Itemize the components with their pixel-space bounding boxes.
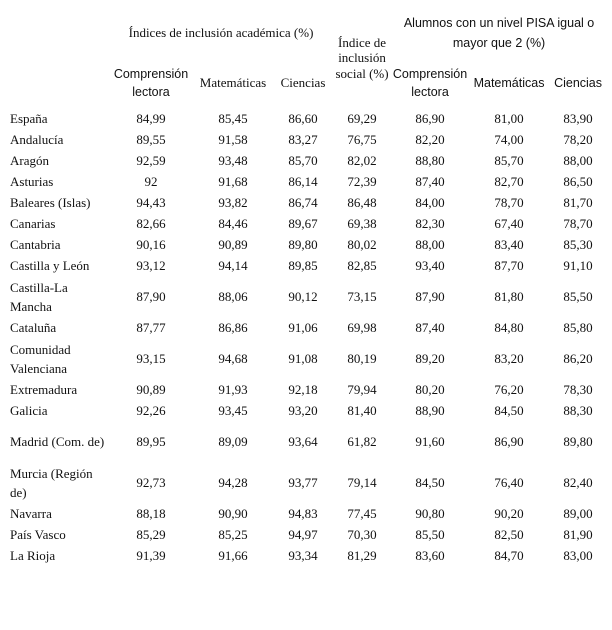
value-cell: 94,97 [288,526,318,542]
value-cell: 85,70 [494,152,524,168]
table-row [4,338,608,379]
table-row [4,129,608,150]
table-row [4,317,608,338]
value-cell: 78,20 [563,131,593,147]
value-cell: 89,09 [218,433,248,449]
table-body [4,108,608,566]
table-header [4,8,608,108]
value-cell: 91,39 [136,547,166,563]
value-cell: 89,67 [288,215,318,231]
value-cell: 83,60 [415,547,445,563]
value-cell: 82,40 [563,474,593,490]
region-cell: Baleares (Islas) [10,195,91,210]
value-cell: 69,38 [347,215,377,231]
value-cell: 89,00 [563,505,593,521]
value-cell: 89,20 [415,350,445,366]
table-row [4,192,608,213]
value-cell: 85,50 [415,526,445,542]
value-cell: 90,16 [136,236,166,252]
value-cell: 88,00 [563,152,593,168]
value-cell: 81,29 [347,547,377,563]
value-cell: 82,70 [494,173,524,189]
value-cell: 93,45 [218,402,248,418]
value-cell: 69,29 [347,110,377,126]
value-cell: 89,80 [563,433,593,449]
table-row [4,421,608,462]
value-cell: 91,08 [288,350,318,366]
value-cell: 94,68 [218,350,248,366]
header-academic-group: Índices de inclusión académica (%) [128,25,314,40]
header-blank-2 [4,58,108,108]
region-cell: Extremadura [10,382,78,397]
value-cell: 78,30 [563,381,593,397]
value-cell: 87,90 [415,288,445,304]
value-cell: 82,66 [136,215,166,231]
value-cell: 74,00 [494,131,524,147]
header-academic-reading: Comprensión lectora [113,67,189,99]
table-row [4,276,608,317]
value-cell: 86,86 [218,319,248,335]
region-cell: Comunidad Valenciana [10,341,71,376]
value-cell: 70,30 [347,526,377,542]
value-cell: 93,34 [288,547,318,563]
value-cell: 88,00 [415,236,445,252]
value-cell: 86,48 [347,194,377,210]
value-cell: 90,89 [136,381,166,397]
region-cell: Canarias [10,216,56,231]
value-cell: 81,40 [347,402,377,418]
value-cell: 84,99 [136,110,166,126]
value-cell: 89,55 [136,131,166,147]
region-cell: España [10,111,48,126]
value-cell: 86,50 [563,173,593,189]
value-cell: 84,00 [415,194,445,210]
value-cell: 93,64 [288,433,318,449]
value-cell: 92,26 [136,402,166,418]
region-cell: Murcia (Región de) [10,465,93,500]
value-cell: 93,15 [136,350,166,366]
value-cell: 85,80 [563,319,593,335]
value-cell: 92,73 [136,474,166,490]
table-row [4,462,608,503]
value-cell: 67,40 [494,215,524,231]
value-cell: 91,10 [563,257,593,273]
value-cell: 81,90 [563,526,593,542]
value-cell: 92,59 [136,152,166,168]
value-cell: 93,82 [218,194,248,210]
table-row [4,234,608,255]
value-cell: 83,00 [563,547,593,563]
value-cell: 87,40 [415,319,445,335]
value-cell: 89,80 [288,236,318,252]
value-cell: 88,06 [218,288,248,304]
value-cell: 86,60 [288,110,318,126]
table-row [4,503,608,524]
value-cell: 81,80 [494,288,524,304]
value-cell: 79,14 [347,474,377,490]
table-row [4,255,608,276]
region-cell: Navarra [10,506,52,521]
region-cell: Cantabria [10,237,61,252]
table-row [4,171,608,192]
header-academic-science: Ciencias [280,75,326,90]
value-cell: 93,20 [288,402,318,418]
value-cell: 81,00 [494,110,524,126]
table-row [4,400,608,421]
header-blank [4,8,108,58]
value-cell: 86,20 [563,350,593,366]
value-cell: 93,12 [136,257,166,273]
value-cell: 84,46 [218,215,248,231]
value-cell: 80,02 [347,236,377,252]
value-cell: 93,77 [288,474,318,490]
table-row [4,545,608,566]
value-cell: 72,39 [347,173,377,189]
value-cell: 84,50 [415,474,445,490]
value-cell: 91,93 [218,381,248,397]
header-pisa-reading: Comprensión lectora [392,67,468,99]
value-cell: 83,27 [288,131,318,147]
region-cell: Castilla y León [10,258,90,273]
value-cell: 85,30 [563,236,593,252]
value-cell: 90,80 [415,505,445,521]
value-cell: 73,15 [347,288,377,304]
value-cell: 89,95 [136,433,166,449]
value-cell: 87,40 [415,173,445,189]
table-row [4,524,608,545]
value-cell: 94,43 [136,194,166,210]
value-cell: 90,12 [288,288,318,304]
value-cell: 85,45 [218,110,248,126]
region-cell: Andalucía [10,132,64,147]
value-cell: 85,29 [136,526,166,542]
region-cell: País Vasco [10,527,66,542]
value-cell: 84,50 [494,402,524,418]
value-cell: 61,82 [347,433,377,449]
value-cell: 87,77 [136,319,166,335]
header-social-index: Índice de inclusión social (%) [335,34,389,81]
value-cell: 83,20 [494,350,524,366]
value-cell: 84,80 [494,319,524,335]
value-cell: 90,20 [494,505,524,521]
value-cell: 93,40 [415,257,445,273]
value-cell: 90,90 [218,505,248,521]
header-pisa-group: Alumnos con un nivel PISA igual o mayor que 2 (%) [403,16,595,50]
value-cell: 83,40 [494,236,524,252]
value-cell: 76,40 [494,474,524,490]
value-cell: 86,74 [288,194,318,210]
value-cell: 87,70 [494,257,524,273]
value-cell: 78,70 [494,194,524,210]
value-cell: 94,28 [218,474,248,490]
value-cell: 76,75 [347,131,377,147]
region-cell: Galicia [10,403,48,418]
value-cell: 83,90 [563,110,593,126]
value-cell: 85,70 [288,152,318,168]
value-cell: 84,70 [494,547,524,563]
value-cell: 88,18 [136,505,166,521]
value-cell: 91,68 [218,173,248,189]
value-cell: 93,48 [218,152,248,168]
value-cell: 88,90 [415,402,445,418]
table-row [4,213,608,234]
value-cell: 88,80 [415,152,445,168]
value-cell: 82,20 [415,131,445,147]
value-cell: 79,94 [347,381,377,397]
value-cell: 76,20 [494,381,524,397]
value-cell: 80,20 [415,381,445,397]
value-cell: 69,98 [347,319,377,335]
value-cell: 94,83 [288,505,318,521]
value-cell: 89,85 [288,257,318,273]
region-cell: Madrid (Com. de) [10,434,105,449]
table-row [4,150,608,171]
value-cell: 77,45 [347,505,377,521]
value-cell: 92,18 [288,381,318,397]
value-cell: 94,14 [218,257,248,273]
value-cell: 86,14 [288,173,318,189]
value-cell: 85,25 [218,526,248,542]
value-cell: 85,50 [563,288,593,304]
value-cell: 90,89 [218,236,248,252]
table-row [4,108,608,129]
region-cell: Castilla-La Mancha [10,279,68,314]
value-cell: 82,02 [347,152,377,168]
header-pisa-science: Ciencias [554,76,602,90]
region-cell: Aragón [10,153,49,168]
value-cell: 91,06 [288,319,318,335]
value-cell: 78,70 [563,215,593,231]
value-cell: 86,90 [415,110,445,126]
region-cell: Cataluña [10,320,57,335]
value-cell: 80,19 [347,350,377,366]
value-cell: 87,90 [136,288,166,304]
value-cell: 81,70 [563,194,593,210]
value-cell: 91,58 [218,131,248,147]
region-cell: La Rioja [10,548,56,563]
header-academic-math: Matemáticas [199,75,267,90]
value-cell: 88,30 [563,402,593,418]
value-cell: 86,90 [494,433,524,449]
value-cell: 92 [144,173,158,189]
inclusion-table [4,8,608,566]
region-cell: Asturias [10,174,54,189]
value-cell: 82,30 [415,215,445,231]
value-cell: 82,50 [494,526,524,542]
header-pisa-math: Matemáticas [473,76,545,90]
value-cell: 91,66 [218,547,248,563]
value-cell: 82,85 [347,257,377,273]
value-cell: 91,60 [415,433,445,449]
table-row [4,379,608,400]
